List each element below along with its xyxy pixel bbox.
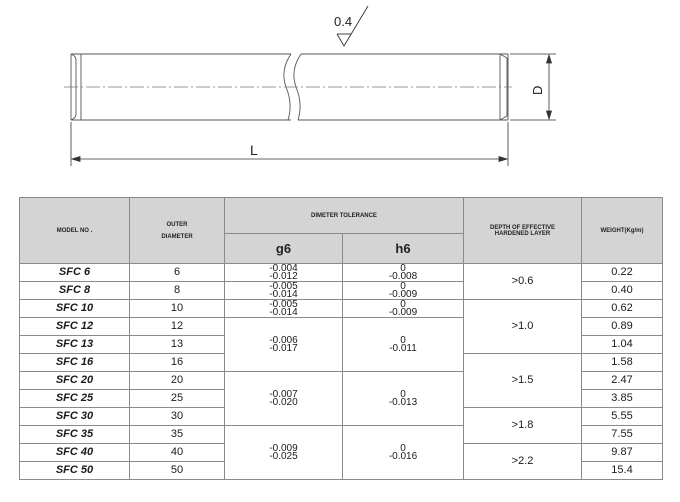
h6-cell: 0 -0.009 (343, 282, 464, 300)
model-cell: SFC 12 (20, 318, 130, 336)
length-label: L (250, 142, 258, 158)
spec-table (19, 197, 663, 480)
h6-cell: 0 -0.009 (343, 300, 464, 318)
weight-cell: 7.55 (582, 426, 663, 444)
depth-cell: >0.6 (464, 264, 582, 300)
g6-cell: -0.005 -0.014 (225, 282, 343, 300)
g6-cell: -0.009 -0.025 (225, 426, 343, 480)
g6-cell: -0.007 -0.020 (225, 372, 343, 426)
diameter-cell: 30 (130, 408, 225, 426)
model-cell: SFC 6 (20, 264, 130, 282)
diameter-cell: 35 (130, 426, 225, 444)
model-cell: SFC 20 (20, 372, 130, 390)
model-cell: SFC 40 (20, 444, 130, 462)
weight-cell: 3.85 (582, 390, 663, 408)
model-cell: SFC 25 (20, 390, 130, 408)
diameter-cell: 13 (130, 336, 225, 354)
diameter-cell: 12 (130, 318, 225, 336)
weight-cell: 0.89 (582, 318, 663, 336)
g6-cell: -0.004 -0.012 (225, 264, 343, 282)
diameter-cell: 40 (130, 444, 225, 462)
diameter-cell: 16 (130, 354, 225, 372)
length-dimension (71, 122, 508, 166)
diameter-cell: 6 (130, 264, 225, 282)
depth-cell: >1.5 (464, 354, 582, 408)
table-row (20, 264, 663, 282)
diameter-cell: 20 (130, 372, 225, 390)
header-g6: g6 (225, 234, 343, 264)
diameter-cell: 50 (130, 462, 225, 480)
header-model: MODEL NO . (20, 198, 130, 264)
weight-cell: 1.58 (582, 354, 663, 372)
h6-cell: 0 -0.011 (343, 318, 464, 372)
model-cell: SFC 30 (20, 408, 130, 426)
roughness-value: 0.4 (334, 14, 353, 29)
depth-cell: >1.0 (464, 300, 582, 354)
header-depth: DEPTH OF EFFECTIVE HARDENED LAYER (464, 198, 582, 264)
weight-cell: 9.87 (582, 444, 663, 462)
model-cell: SFC 50 (20, 462, 130, 480)
weight-cell: 1.04 (582, 336, 663, 354)
weight-cell: 15.4 (582, 462, 663, 480)
h6-cell: 0 -0.016 (343, 426, 464, 480)
model-cell: SFC 8 (20, 282, 130, 300)
shaft-drawing (0, 0, 680, 190)
depth-cell: >2.2 (464, 444, 582, 480)
diameter-cell: 10 (130, 300, 225, 318)
diameter-label: D (530, 85, 545, 95)
weight-cell: 0.62 (582, 300, 663, 318)
table-row (20, 300, 663, 318)
header-outer-diameter: OUTER DIAMETER (130, 198, 225, 264)
g6-cell: -0.006 -0.017 (225, 318, 343, 372)
model-cell: SFC 13 (20, 336, 130, 354)
weight-cell: 0.22 (582, 264, 663, 282)
header-h6: h6 (343, 234, 464, 264)
model-cell: SFC 10 (20, 300, 130, 318)
model-cell: SFC 16 (20, 354, 130, 372)
g6-cell: -0.005 -0.014 (225, 300, 343, 318)
header-weight: WEIGHT(Kg/m) (582, 198, 663, 264)
h6-cell: 0 -0.013 (343, 372, 464, 426)
depth-cell: >1.8 (464, 408, 582, 444)
weight-cell: 5.55 (582, 408, 663, 426)
diameter-cell: 25 (130, 390, 225, 408)
h6-cell: 0 -0.008 (343, 264, 464, 282)
model-cell: SFC 35 (20, 426, 130, 444)
header-tolerance: DIMETER TOLERANCE (225, 198, 464, 234)
weight-cell: 2.47 (582, 372, 663, 390)
weight-cell: 0.40 (582, 282, 663, 300)
diameter-cell: 8 (130, 282, 225, 300)
